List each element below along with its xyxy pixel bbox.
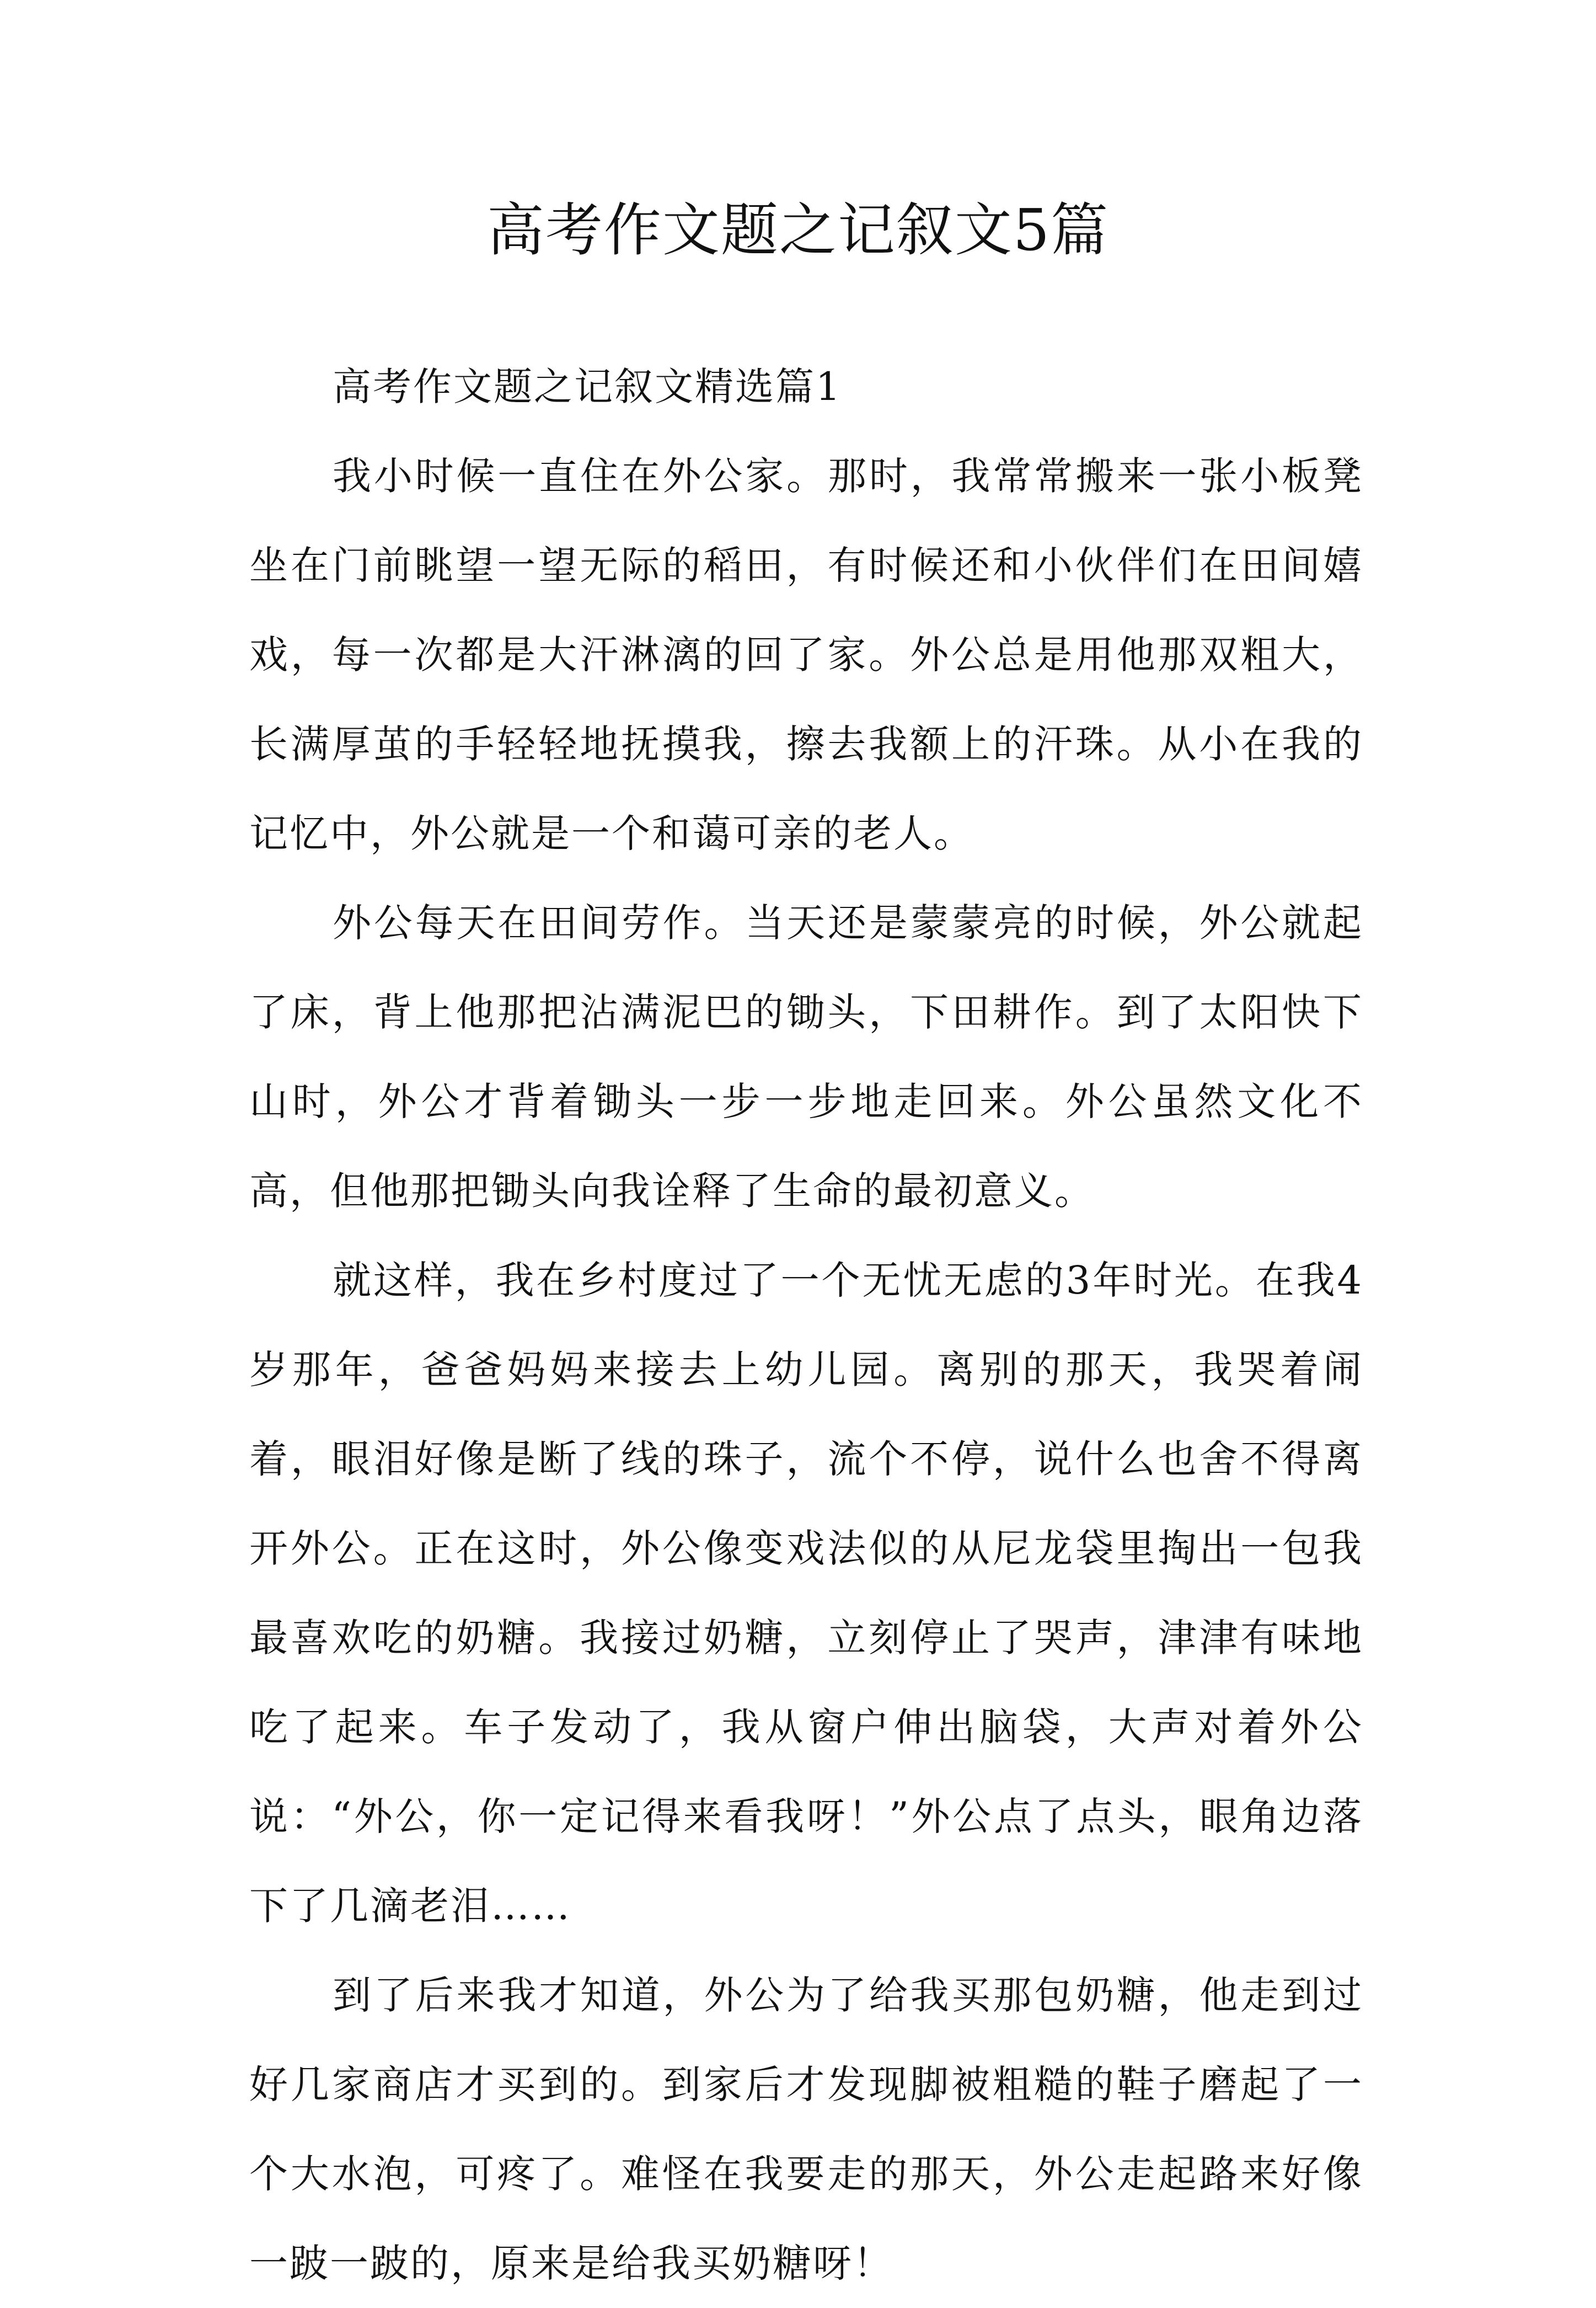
section-heading: 高考作文题之记叙文精选篇1 [333, 364, 842, 409]
document-title: 高考作文题之记叙文5篇 [486, 196, 1110, 264]
paragraph: 到了后来我才知道，外公为了给我买那包奶糖，他走到过好几家商店才买到的。到家后才发现脚被粗糙的鞋子磨起了一个大水泡，可疼了。难怪在我要走的那天，外公走起路来好像一跛一跛的，原来是给我买奶糖呀！ [249, 1973, 1363, 2286]
paragraph: 我小时候一直住在外公家。那时，我常常搬来一张小板凳坐在门前眺望一望无际的稻田，有时候还和小伙伴们在田间嬉戏，每一次都是大汗淋漓的回了家。外公总是用他那双粗大，长满厚茧的手轻轻地抚摸我，擦去我额上的汗珠。从小在我的记忆中，外公就是一个和蔼可亲的老人。 [249, 453, 1363, 856]
paragraph: 外公每天在田间劳作。当天还是蒙蒙亮的时候，外公就起了床，背上他那把沾满泥巴的锄头，下田耕作。到了太阳快下山时，外公才背着锄头一步一步地走回来。外公虽然文化不高，但他那把锄头向我诠释了生命的最初意义。 [249, 900, 1363, 1214]
document-body [249, 342, 1363, 2308]
paragraph: 就这样，我在乡村度过了一个无忧无虑的3年时光。在我4岁那年，爸爸妈妈来接去上幼儿园。离别的那天，我哭着闹着，眼泪好像是断了线的珠子，流个不停，说什么也舍不得离开外公。正在这时，外公像变戏法似的从尼龙袋里掏出一包我最喜欢吃的奶糖。我接过奶糖，立刻停止了哭声，津津有味地吃了起来。车子发动了，我从窗户伸出脑袋，大声对着外公说：“外公，你一定记得来看我呀！”外公点了点头，眼角边落下了几滴老泪…… [249, 1258, 1363, 1928]
